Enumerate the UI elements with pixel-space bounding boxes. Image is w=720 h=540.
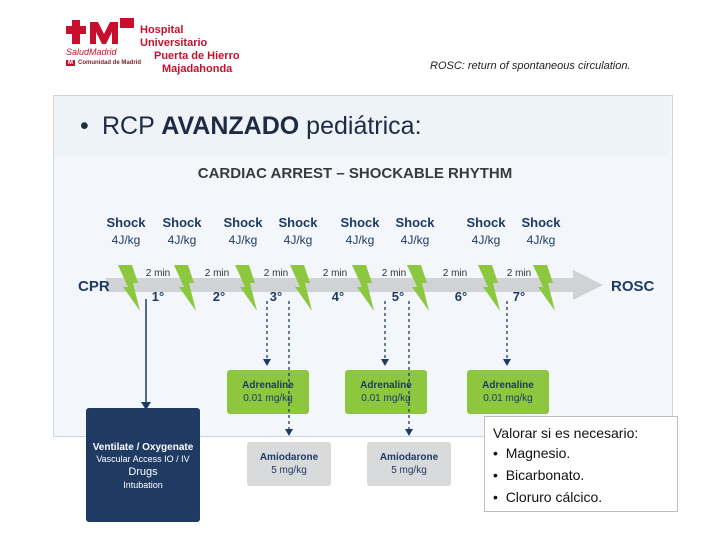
hospital-name — [140, 24, 246, 76]
ventilate-box — [86, 408, 200, 522]
intervals-group — [146, 268, 531, 279]
assess-item-text: Magnesio. — [505, 445, 571, 461]
hospital-name-line: Puerta de Hierro — [154, 50, 240, 62]
cycle-label: 3° — [269, 289, 283, 304]
interval-label: 2 min — [145, 268, 171, 279]
amiodarone-dose: 5 mg/kg — [271, 465, 307, 476]
assess-item: • Bicarbonato. — [493, 467, 585, 483]
shock-label: Shock — [162, 215, 202, 230]
shock-dose: 4J/kg — [228, 233, 258, 247]
shock-dose: 4J/kg — [167, 233, 197, 247]
ventilate-line: Intubation — [123, 480, 163, 490]
amiodarone-title: Amiodarone — [379, 452, 439, 463]
shock-label: Shock — [521, 215, 561, 230]
amiodarone-arrowhead — [285, 429, 293, 436]
shock-dose: 4J/kg — [471, 233, 501, 247]
hospital-name-line: Hospital Universitario — [140, 24, 208, 49]
comunidad-label — [66, 60, 141, 66]
salud-madrid-logo-icon — [64, 18, 136, 48]
cycle-label: 5° — [391, 289, 405, 304]
cycle-label: 1° — [151, 289, 165, 304]
diagram-title: CARDIAC ARREST – SHOCKABLE RHYTHM — [197, 165, 513, 182]
adrenaline-box — [227, 370, 309, 414]
rosc-label: ROSC — [611, 278, 655, 295]
heading-bullet: • — [80, 112, 89, 140]
adrenaline-arrowhead — [503, 359, 511, 366]
shock-dose: 4J/kg — [526, 233, 556, 247]
shock-label: Shock — [395, 215, 435, 230]
assess-title: Valorar si es necesario: — [493, 425, 639, 441]
assess-item: • Cloruro cálcico. — [493, 489, 603, 505]
cycle-label: 2° — [212, 289, 226, 304]
cpr-label: CPR — [78, 278, 110, 295]
comunidad-text: Comunidad de Madrid — [78, 60, 141, 66]
adrenaline-title: Adrenaline — [242, 380, 294, 391]
shock-label: Shock — [223, 215, 263, 230]
heading-bold: AVANZADO — [161, 112, 300, 140]
assess-item-text: Cloruro cálcico. — [505, 489, 603, 505]
adrenaline-dose: 0.01 mg/kg — [483, 393, 533, 404]
shock-label: Shock — [466, 215, 506, 230]
amiodarone-arrowhead — [405, 429, 413, 436]
slide-heading — [80, 112, 422, 141]
shock-label: Shock — [340, 215, 380, 230]
interval-label: 2 min — [263, 268, 289, 279]
shock-label: Shock — [106, 215, 146, 230]
interval-label: 2 min — [204, 268, 230, 279]
interval-label: 2 min — [381, 268, 407, 279]
amiodarone-title: Amiodarone — [259, 452, 319, 463]
rosc-note: ROSC: return of spontaneous circulation. — [430, 60, 631, 72]
adrenaline-box — [467, 370, 549, 414]
interval-label: 2 min — [506, 268, 532, 279]
ventilate-title: Ventilate / Oxygenate — [92, 442, 194, 453]
amiodarone-box — [247, 442, 331, 486]
shock-dose: 4J/kg — [400, 233, 430, 247]
adrenaline-dose: 0.01 mg/kg — [361, 393, 411, 404]
amiodarone-dose: 5 mg/kg — [391, 465, 427, 476]
shock-dose: 4J/kg — [283, 233, 313, 247]
adrenaline-arrowhead — [381, 359, 389, 366]
adrenaline-box — [345, 370, 427, 414]
interval-label: 2 min — [322, 268, 348, 279]
heading-prefix: RCP — [102, 112, 162, 140]
adrenaline-arrowhead — [263, 359, 271, 366]
adrenaline-dose: 0.01 mg/kg — [243, 393, 293, 404]
ventilate-line: Vascular Access IO / IV — [96, 454, 190, 464]
amiodarone-box — [367, 442, 451, 486]
shock-dose: 4J/kg — [111, 233, 141, 247]
cycle-label: 4° — [331, 289, 345, 304]
comunidad-badge: M — [68, 60, 73, 66]
shock-dose: 4J/kg — [345, 233, 375, 247]
interval-label: 2 min — [442, 268, 468, 279]
shock-label: Shock — [278, 215, 318, 230]
ventilate-line: Drugs — [128, 466, 158, 478]
salud-madrid-label: SaludMadrid — [66, 47, 117, 57]
heading-suffix: pediátrica: — [299, 112, 422, 140]
assess-item: • Magnesio. — [493, 445, 571, 461]
hospital-logo — [56, 14, 246, 74]
adrenaline-title: Adrenaline — [482, 380, 534, 391]
cycle-label: 7° — [512, 289, 526, 304]
assess-box — [484, 416, 678, 512]
assess-item-text: Bicarbonato. — [505, 467, 585, 483]
hospital-name-line: Majadahonda — [162, 63, 233, 75]
cycle-label: 6° — [454, 289, 468, 304]
adrenaline-title: Adrenaline — [360, 380, 412, 391]
